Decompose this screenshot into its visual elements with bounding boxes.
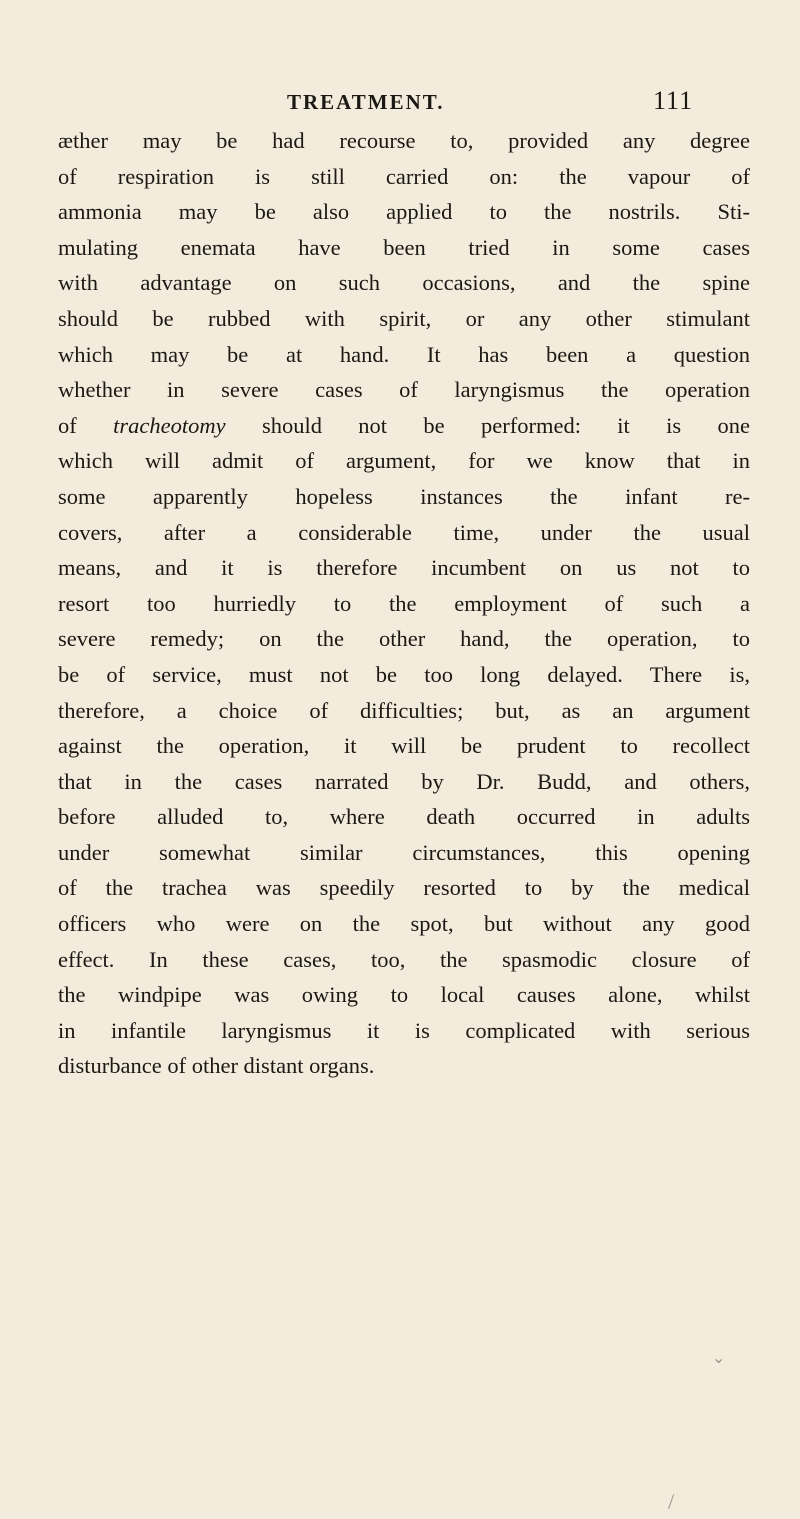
text-line: should be rubbed with spirit, or any other stimulant [58,305,750,331]
text-line: disturbance of other distant organs. [58,1053,375,1079]
text-line: therefore, a choice of difficulties; but, as an argument [58,697,750,723]
text-line: under somewhat similar circumstances, this opening [58,839,750,865]
body-text [58,123,750,1084]
text-line: resort too hurriedly to the employment of such a [58,590,750,616]
text-line: mulating enemata have been tried in some cases [58,234,750,260]
text-line: means, and it is therefore incumbent on us not to [58,555,750,581]
stray-mark: / [668,1489,675,1514]
text-line: effect. In these cases, too, the spasmodic closure of [58,946,750,972]
text-line: ammonia may be also applied to the nostrils. Sti- [58,199,750,225]
text-line: which may be at hand. It has been a question [58,341,750,367]
text-line: whether in severe cases of laryngismus the operation [58,377,750,403]
text-line: of the trachea was speedily resorted to by the medical [58,875,750,901]
text-line: severe remedy; on the other hand, the operation, to [58,626,750,652]
text-fragment: of [58,412,77,438]
stray-mark: ⌄ [712,1350,726,1367]
text-line: officers who were on the spot, but without any good [58,911,750,937]
text-line: before alluded to, where death occurred in adults [58,804,750,830]
text-line [58,408,750,444]
page-number: 111 [653,86,694,115]
text-line: in infantile laryngismus it is complicated with serious [58,1017,750,1043]
text-line: covers, after a considerable time, under the usual [58,519,750,545]
text-line: against the operation, it will be prudent to recollect [58,733,750,759]
text-fragment: should not be performed: it is one [261,412,751,438]
italic-term: tracheotomy [113,412,226,438]
running-head [0,86,800,120]
text-line: the windpipe was owing to local causes alone, whilst [58,982,750,1008]
text-line: be of service, must not be too long delayed. There is, [58,661,750,687]
text-line: that in the cases narrated by Dr. Budd, and others, [58,768,750,794]
running-title: TREATMENT. [287,90,445,114]
text-line: which will admit of argument, for we know that in [58,448,750,474]
text-line: with advantage on such occasions, and the spine [58,270,750,296]
text-line: of respiration is still carried on: the vapour of [58,163,750,189]
text-line: æther may be had recourse to, provided any degree [58,128,750,153]
text-line: some apparently hopeless instances the infant re- [58,483,750,509]
